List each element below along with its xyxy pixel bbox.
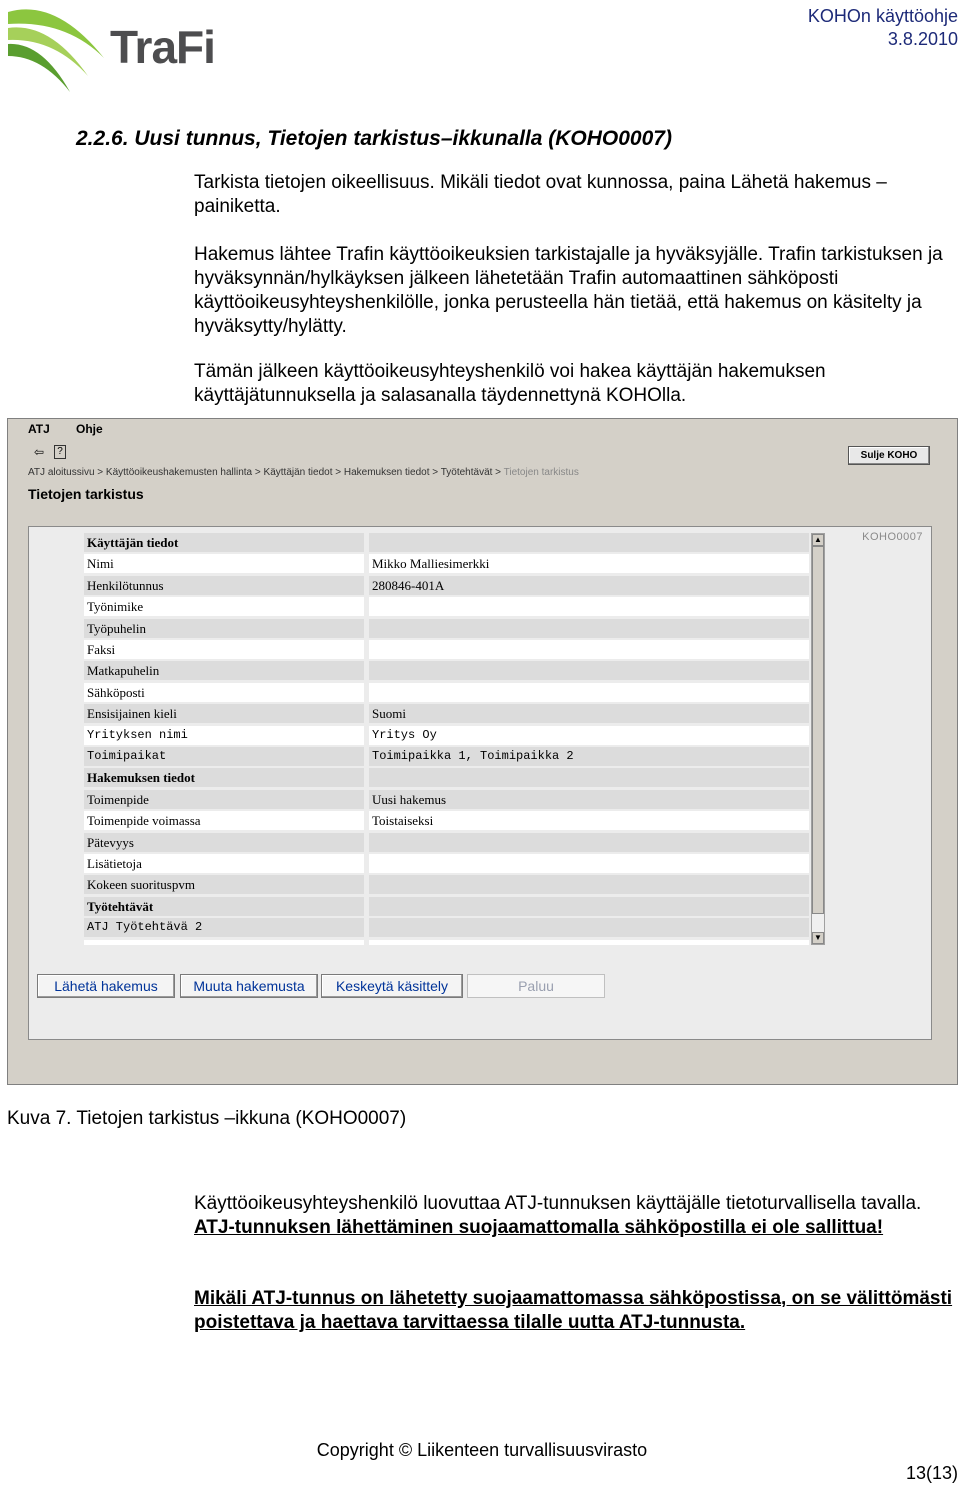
form-row [84,554,809,573]
form-row-value: Uusi hakemus [369,790,809,809]
form-row [84,640,809,659]
scroll-down-icon[interactable]: ▼ [812,932,824,944]
koho-window-screenshot [7,418,958,1085]
form-row-value: Toimipaikka 1, Toimipaikka 2 [369,747,809,766]
breadcrumb: ATJ aloitussivu > Käyttöoikeushakemusten hallinta > Käyttäjän tiedot > Hakemuksen tiedot > Työtehtävät > Tietojen tarkistus [28,467,579,478]
form-row-label: Toimipaikat [84,747,364,766]
form-row-value: Mikko Malliesimerkki [369,554,809,573]
form-row [84,576,809,595]
form-row-value [369,854,809,873]
form-row [84,811,809,830]
back-arrow-icon[interactable]: ⇦ [33,445,45,459]
document-date: 3.8.2010 [887,29,958,49]
scrollbar[interactable] [811,533,825,945]
form-row-label: Käyttäjän tiedot [84,533,364,552]
form-section-header [84,768,809,787]
form-row [84,875,809,894]
form-section-header [84,533,809,552]
form-row [84,726,809,745]
footer-copyright: Copyright © Liikenteen turvallisuusvirasto [316,1440,648,1460]
form-row [84,918,809,937]
form-row-label: Matkapuhelin [84,661,364,680]
form-row-label: Ensisijainen kieli [84,704,364,723]
menu-item-atj[interactable]: ATJ [28,422,50,436]
form-row-label: ATJ Työtehtävä 2 [84,918,364,937]
form-row-label: Työtehtävät [84,897,364,916]
send-application-button[interactable]: Lähetä hakemus [37,974,175,998]
form-row-label: Toimenpide [84,790,364,809]
window-title: Tietojen tarkistus [28,486,144,502]
close-koho-button[interactable]: Sulje KOHO [848,446,930,465]
scroll-thumb[interactable] [812,546,824,914]
form-row-label: Työnimike [84,597,364,616]
breadcrumb-item[interactable]: Käyttöoikeushakemusten hallinta [105,467,253,478]
form-row-value: 280846-401A [369,576,809,595]
form-row-value: Toistaiseksi [369,811,809,830]
toolbar [8,441,957,465]
form-row-label [84,940,364,945]
form-row [84,854,809,873]
form-row-label: Hakemuksen tiedot [84,768,364,787]
form-row [84,683,809,702]
return-button[interactable]: Paluu [467,974,605,998]
section-title: 2.2.6. Uusi tunnus, Tietojen tarkistus–ikkunalla (KOHO0007) [76,127,672,150]
form-row-value: Suomi [369,704,809,723]
form-row [84,619,809,638]
scroll-up-icon[interactable]: ▲ [812,534,824,546]
breadcrumb-current: Tietojen tarkistus [503,467,579,478]
page-number: 13(13) [905,1463,958,1483]
menu-bar [8,419,957,439]
trafi-logo-swoosh-icon [6,2,116,94]
form-row-value [369,833,809,852]
paragraph-1: Tarkista tietojen oikeellisuus. Mikäli tiedot ovat kunnossa, paina Lähetä hakemus –painiketta. [194,172,887,217]
cancel-processing-button[interactable]: Keskeytä käsittely [321,974,463,998]
form-row-value [369,918,809,937]
paragraph-3: Tämän jälkeen käyttöoikeusyhteyshenkilö voi hakea käyttäjän hakemuksen käyttäjätunnuksella ja salasanalla täydennettynä KOHOlla. [194,361,826,406]
paragraph-2: Hakemus lähtee Trafin käyttöoikeuksien tarkistajalle ja hyväksyjälle. Trafin tarkistuksen ja hyväksynnän/hylkäyksen jälkeen lähetetään Trafin automaattinen sähköposti käyttöoikeusyhteyshenkilölle, jonka perusteella hän tietää, että hakemus on käsitelty ja hyväksytty/hylätty. [194,244,943,337]
form-row-value [369,661,809,680]
breadcrumb-item[interactable]: Työtehtävät [440,467,493,478]
form-row-label: Kokeen suorituspvm [84,875,364,894]
paragraph-4-text: Käyttöoikeusyhteyshenkilö luovuttaa ATJ-tunnuksen käyttäjälle tietoturvallisella tavalla. [194,1193,922,1214]
form-row-value [369,768,809,787]
form-row-label: Työpuhelin [84,619,364,638]
form-row-value [369,597,809,616]
paragraph-4-warning: ATJ-tunnuksen lähettäminen suojaamattomalla sähköpostilla ei ole sallittua! [194,1217,884,1238]
form-row-value [369,683,809,702]
form-row [84,661,809,680]
form-row-value [369,640,809,659]
breadcrumb-item[interactable]: Hakemuksen tiedot [343,467,430,478]
form-row-label: Nimi [84,554,364,573]
form-row [84,790,809,809]
figure-caption: Kuva 7. Tietojen tarkistus –ikkuna (KOHO0007) [7,1108,407,1129]
breadcrumb-item[interactable]: Käyttäjän tiedot [263,467,333,478]
form-row-label: Henkilötunnus [84,576,364,595]
form-id: KOHO0007 [862,531,923,543]
form-row-value [369,533,809,552]
document-title: KOHOn käyttöohje [807,6,958,26]
form-row-label: Toimenpide voimassa [84,811,364,830]
form-row [84,747,809,766]
menu-item-ohje[interactable]: Ohje [76,422,103,436]
form-row-value [369,619,809,638]
paragraph-4 [194,1192,956,1240]
help-icon[interactable]: ? [54,445,66,459]
document-header [808,5,958,51]
form-row [84,940,809,945]
modify-application-button[interactable]: Muuta hakemusta [180,974,318,998]
form-row-value [369,897,809,916]
form-panel [28,526,932,1040]
form-row [84,833,809,852]
form-row-label: Faksi [84,640,364,659]
form-row-value [369,940,809,945]
form-row [84,704,809,723]
form-row-label: Lisätietoja [84,854,364,873]
form-row [84,597,809,616]
form-section-header [84,897,809,916]
form-row-label: Sähköposti [84,683,364,702]
form-list[interactable] [84,533,809,945]
breadcrumb-item[interactable]: ATJ aloitussivu [28,467,95,478]
paragraph-5-warning: Mikäli ATJ-tunnus on lähetetty suojaamattomassa sähköpostissa, on se välittömästi poistettava ja haettava tarvittaessa tilalle uutta ATJ-tunnusta. [194,1288,953,1333]
form-row-label: Yrityksen nimi [84,726,364,745]
form-row-label: Pätevyys [84,833,364,852]
form-row-value: Yritys Oy [369,726,809,745]
form-row-value [369,875,809,894]
logo-text: TraFi [110,21,215,73]
